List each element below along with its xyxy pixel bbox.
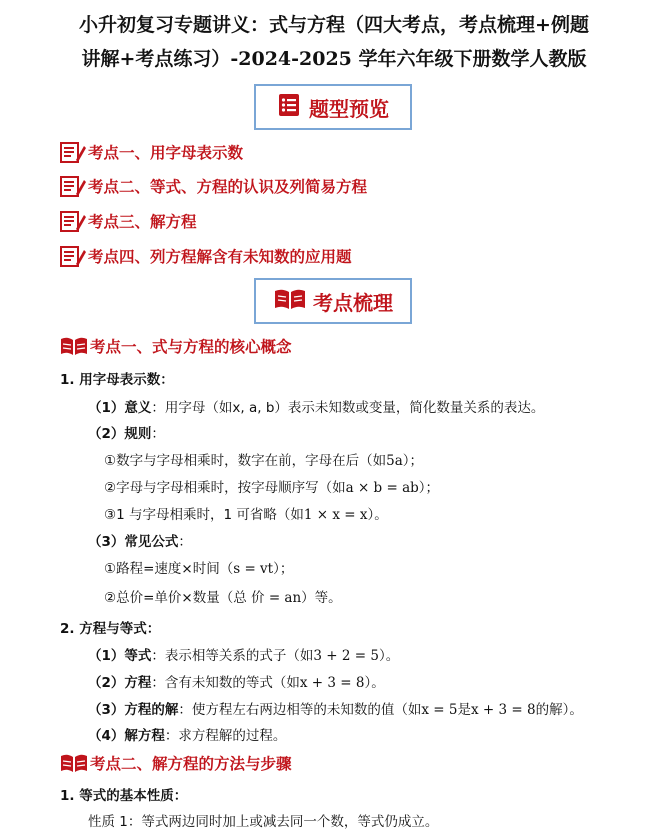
rules-label: （2）规则 [88, 426, 152, 442]
definition-text: ：求方程解的过程。 [164, 728, 287, 744]
rule-math: 1 × x = x [303, 507, 368, 523]
section-heading-label: 考点一、式与方程的核心概念 [90, 338, 292, 356]
book-icon [273, 287, 307, 315]
definition-math-2: x + 3 = 8 [471, 702, 536, 718]
rule-item [104, 449, 423, 469]
rule-text: ①数字与字母相乘时，数字在前，字母在后（如 [104, 453, 387, 469]
rule-text-end: ）； [418, 480, 440, 496]
rules-line [88, 422, 165, 442]
title-line-1: 小升初复习专题讲义：式与方程（四大考点，考点梳理+例题 [79, 14, 589, 36]
definition-line [88, 698, 583, 718]
subsection-title [60, 617, 160, 637]
definition-text: ：含有未知数的等式（如 [151, 675, 300, 691]
definition-label: （2）方程 [88, 675, 152, 691]
definition-label: （3）方程的解 [88, 702, 179, 718]
rule-text-end: ）； [402, 453, 423, 469]
formula-item [104, 557, 293, 577]
preview-banner [254, 84, 412, 130]
review-banner [254, 278, 412, 324]
book-icon [60, 753, 88, 773]
meaning-text: ：用字母（如x, a, b）表示未知数或变量，简化数量关系的表达。 [151, 400, 545, 416]
definition-text-end: ）。 [378, 648, 400, 664]
definition-label: （1）等式 [88, 648, 152, 664]
preview-item-label: 考点一、用字母表示数 [88, 144, 244, 162]
formula-math: 总 价 = an [233, 590, 302, 606]
notepad-pencil-icon [60, 174, 86, 198]
formula-text: ②总价=单价×数量（ [104, 590, 234, 606]
rule-math: 5a [386, 453, 403, 469]
formula-text-end: ）等。 [301, 590, 342, 606]
definition-line [88, 671, 385, 691]
preview-item [60, 174, 367, 198]
subsection-title-text: 1. 用字母表示数： [60, 372, 174, 388]
preview-item-label: 考点二、等式、方程的认识及列简易方程 [88, 178, 368, 196]
book-icon [60, 336, 88, 356]
section-heading [60, 335, 292, 357]
definition-text-end: 的解）。 [535, 702, 583, 718]
notepad-pencil-icon [60, 140, 86, 164]
preview-item [60, 244, 352, 268]
rule-text-end: ）。 [367, 507, 388, 523]
definition-line [88, 644, 399, 664]
property-line [88, 810, 438, 830]
list-icon [277, 92, 303, 122]
document-title [0, 8, 668, 76]
definition-text: ：表示相等关系的式子（如 [151, 648, 314, 664]
rule-text: ②字母与字母相乘时，按字母顺序写（如 [104, 480, 346, 496]
section-heading [60, 752, 292, 774]
formula-line [88, 530, 192, 550]
subsection-title [60, 368, 174, 388]
preview-item [60, 209, 197, 233]
definition-text-mid: 是 [457, 702, 472, 718]
formula-colon: ： [178, 534, 192, 550]
rule-text: ③1 与字母相乘时，1 可省略（如 [104, 507, 304, 523]
rule-math: a × b = ab [345, 480, 419, 496]
formula-label: （3）常见公式 [88, 534, 179, 550]
formula-text: ①路程=速度×时间（ [104, 561, 234, 577]
preview-item [60, 140, 243, 164]
formula-math: s = vt [233, 561, 274, 577]
definition-text: ：使方程左右两边相等的未知数的值（如 [178, 702, 422, 718]
notepad-pencil-icon [60, 244, 86, 268]
definition-math: x + 3 = 8 [299, 675, 365, 691]
review-banner-label: 考点梳理 [313, 290, 393, 315]
definition-math: x = 5 [421, 702, 458, 718]
preview-item-label: 考点三、解方程 [88, 213, 197, 231]
definition-text-end: ）。 [364, 675, 385, 691]
subsection-title-text: 2. 方程与等式： [60, 621, 161, 637]
section-heading-label: 考点二、解方程的方法与步骤 [90, 755, 292, 773]
definition-label: （4）解方程 [88, 728, 165, 744]
rule-item [104, 476, 439, 496]
definition-line [88, 724, 286, 744]
formula-text-end: ）； [273, 561, 294, 577]
preview-item-label: 考点四、列方程解含有未知数的应用题 [88, 248, 352, 266]
rules-colon: ： [151, 426, 165, 442]
title-line-2: 讲解+考点练习）-2024-2025 学年六年级下册数学人教版 [81, 48, 587, 70]
notepad-pencil-icon [60, 209, 86, 233]
subsection-title-text: 1. 等式的基本性质： [60, 788, 188, 804]
subsection-title [60, 784, 187, 804]
meaning-line [88, 396, 544, 416]
rule-item [104, 503, 388, 523]
preview-banner-label: 题型预览 [309, 96, 389, 121]
formula-item [104, 586, 342, 606]
definition-math: 3 + 2 = 5 [313, 648, 379, 664]
property-text: 性质 1：等式两边同时加上或减去同一个数，等式仍成立。 [88, 814, 439, 830]
meaning-label: （1）意义 [88, 400, 152, 416]
